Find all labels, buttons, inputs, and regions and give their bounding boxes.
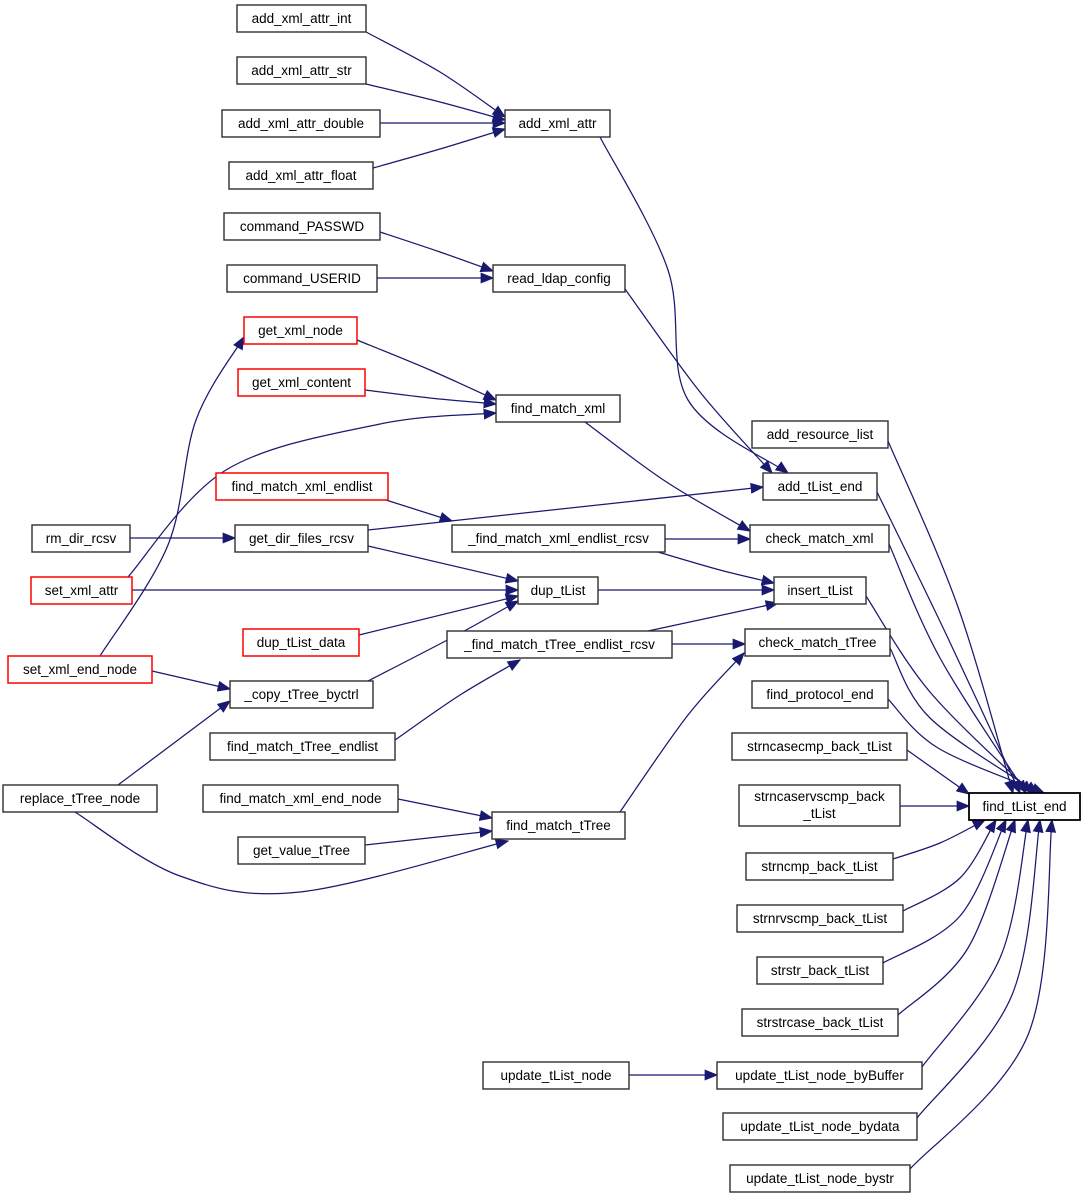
edge-strncasecmp_back_tList-to-find_tList_end (907, 750, 969, 794)
edge-find_match_xml_end_node-to-find_match_tTree (398, 799, 492, 818)
node-check_match_xml[interactable] (750, 525, 889, 552)
node-strncmp_back_tList[interactable] (746, 853, 893, 880)
node-label-strncasecmp_back_tList[interactable]: strncasecmp_back_tList (747, 739, 892, 754)
node-label-rm_dir_rcsv[interactable]: rm_dir_rcsv (45, 531, 117, 546)
node-set_xml_attr[interactable] (31, 577, 132, 604)
node-find_match_tTree[interactable] (492, 812, 625, 839)
node-label-strncaservscmp_back_tList[interactable]: strncaservscmp_back _tList (754, 789, 885, 821)
node-label-find_match_xml_endlist[interactable]: find_match_xml_endlist (231, 479, 373, 494)
edge-strnrvscmp_back_tList-to-find_tList_end (903, 820, 996, 911)
node-label-_find_match_tTree_endlist_rcsv[interactable]: _find_match_tTree_endlist_rcsv (464, 637, 655, 652)
node-label-set_xml_end_node[interactable]: set_xml_end_node (22, 662, 138, 677)
node-command_PASSWD[interactable] (224, 213, 380, 240)
edge-find_match_tTree_endlist-to-_find_match_tTree_endlist_rcsv (395, 660, 520, 740)
edge-command_PASSWD-to-read_ldap_config (380, 232, 493, 271)
node-label-get_dir_files_rcsv[interactable]: get_dir_files_rcsv (248, 531, 355, 546)
node-add_xml_attr_float[interactable] (229, 162, 373, 189)
node-label-read_ldap_config[interactable]: read_ldap_config (507, 271, 611, 286)
node-label-get_xml_content[interactable]: get_xml_content (251, 375, 352, 390)
node-update_tList_node_byBuffer[interactable] (717, 1062, 922, 1089)
node-label-strncmp_back_tList[interactable]: strncmp_back_tList (761, 859, 878, 874)
edge-dup_tList_data-to-dup_tList (359, 596, 518, 635)
node-set_xml_end_node[interactable] (8, 656, 152, 683)
node-label-set_xml_attr[interactable]: set_xml_attr (44, 583, 119, 598)
node-label-add_xml_attr_str[interactable]: add_xml_attr_str (251, 63, 352, 78)
node-label-strnrvscmp_back_tList[interactable]: strnrvscmp_back_tList (752, 911, 888, 926)
node-label-update_tList_node[interactable]: update_tList_node (500, 1068, 612, 1083)
node-add_xml_attr_int[interactable] (237, 5, 366, 32)
node-label-insert_tList[interactable]: insert_tList (787, 583, 853, 598)
node-label-_copy_tTree_byctrl[interactable]: _copy_tTree_byctrl (244, 687, 359, 702)
node-label-add_tList_end[interactable]: add_tList_end (777, 479, 863, 494)
node-command_USERID[interactable] (227, 265, 377, 292)
node-_find_match_xml_endlist_rcsv[interactable] (452, 525, 665, 552)
node-update_tList_node[interactable] (483, 1062, 629, 1089)
node-_find_match_tTree_endlist_rcsv[interactable] (447, 631, 672, 658)
edge-update_tList_node_bystr-to-find_tList_end (910, 820, 1052, 1169)
node-label-find_tList_end[interactable]: find_tList_end (982, 799, 1067, 814)
node-read_ldap_config[interactable] (493, 265, 625, 292)
edge-strncmp_back_tList-to-find_tList_end (893, 820, 985, 859)
node-get_xml_node[interactable] (244, 317, 357, 344)
edge-find_match_xml-to-check_match_xml (585, 422, 750, 531)
node-label-_find_match_xml_endlist_rcsv[interactable]: _find_match_xml_endlist_rcsv (468, 531, 649, 546)
node-dup_tList_data[interactable] (243, 629, 359, 656)
node-label-add_resource_list[interactable]: add_resource_list (766, 427, 874, 442)
node-find_protocol_end[interactable] (752, 681, 888, 708)
edge-get_xml_node-to-find_match_xml (357, 340, 496, 400)
node-label-dup_tList[interactable]: dup_tList (530, 583, 586, 598)
node-add_xml_attr[interactable] (505, 110, 610, 137)
node-label-add_xml_attr_double[interactable]: add_xml_attr_double (237, 116, 365, 131)
edge-find_match_tTree-to-check_match_tTree (620, 653, 744, 812)
node-strncaservscmp_back_tList[interactable] (739, 785, 900, 826)
node-label-command_PASSWD[interactable]: command_PASSWD (239, 219, 365, 234)
node-find_match_xml_end_node[interactable] (203, 785, 398, 812)
node-add_tList_end[interactable] (763, 473, 877, 500)
edge-get_dir_files_rcsv-to-add_tList_end (368, 487, 763, 530)
node-label-dup_tList_data[interactable]: dup_tList_data (256, 635, 346, 650)
node-label-add_xml_attr[interactable]: add_xml_attr (518, 116, 597, 131)
node-label-replace_tTree_node[interactable]: replace_tTree_node (19, 791, 141, 806)
node-dup_tList[interactable] (518, 577, 598, 604)
node-label-check_match_tTree[interactable]: check_match_tTree (758, 635, 877, 650)
node-label-command_USERID[interactable]: command_USERID (243, 271, 361, 286)
node-label-add_xml_attr_int[interactable]: add_xml_attr_int (251, 11, 352, 26)
node-label-find_match_xml[interactable]: find_match_xml (510, 401, 606, 416)
node-find_match_xml[interactable] (496, 395, 620, 422)
node-label-add_xml_attr_float[interactable]: add_xml_attr_float (245, 168, 357, 183)
node-find_tList_end[interactable] (969, 793, 1080, 820)
node-label-find_match_tTree[interactable]: find_match_tTree (506, 818, 611, 833)
edge-find_match_xml_endlist-to-_find_match_xml_endlist_rcsv (386, 500, 452, 521)
edge-check_match_tTree-to-find_tList_end (890, 648, 1038, 793)
edge-add_xml_attr_int-to-add_xml_attr (366, 32, 505, 117)
edge-_find_match_tTree_endlist_rcsv-to-insert_tList (648, 603, 778, 631)
node-label-get_xml_node[interactable]: get_xml_node (258, 323, 343, 338)
edge-add_xml_attr_float-to-add_xml_attr (373, 129, 505, 168)
node-_copy_tTree_byctrl[interactable] (230, 681, 373, 708)
node-label-update_tList_node_bydata[interactable]: update_tList_node_bydata (740, 1119, 900, 1134)
node-get_dir_files_rcsv[interactable] (235, 525, 368, 552)
edge-strstrcase_back_tList-to-find_tList_end (898, 820, 1015, 1015)
edge-_find_match_xml_endlist_rcsv-to-insert_tList (658, 552, 774, 583)
node-strstrcase_back_tList[interactable] (742, 1009, 898, 1036)
node-get_value_tTree[interactable] (238, 837, 365, 864)
edge-check_match_xml-to-find_tList_end (889, 544, 1026, 793)
node-label-update_tList_node_byBuffer[interactable]: update_tList_node_byBuffer (735, 1068, 904, 1083)
edge-get_value_tTree-to-find_match_tTree (365, 831, 492, 845)
node-check_match_tTree[interactable] (745, 629, 890, 656)
edge-read_ldap_config-to-add_tList_end (625, 289, 772, 473)
node-get_xml_content[interactable] (238, 369, 365, 396)
node-add_xml_attr_double[interactable] (222, 110, 380, 137)
node-update_tList_node_bystr[interactable] (730, 1165, 910, 1192)
node-rm_dir_rcsv[interactable] (32, 525, 130, 552)
edge-set_xml_end_node-to-_copy_tTree_byctrl (152, 671, 230, 689)
node-update_tList_node_bydata[interactable] (723, 1113, 917, 1140)
node-label-update_tList_node_bystr[interactable]: update_tList_node_bystr (746, 1171, 894, 1186)
node-label-find_match_xml_end_node[interactable]: find_match_xml_end_node (219, 791, 382, 806)
node-label-find_match_tTree_endlist[interactable]: find_match_tTree_endlist (226, 739, 379, 754)
node-replace_tTree_node[interactable] (3, 785, 157, 812)
node-find_match_tTree_endlist[interactable] (210, 733, 395, 760)
node-label-strstr_back_tList[interactable]: strstr_back_tList (770, 963, 870, 978)
edge-get_xml_content-to-find_match_xml (365, 390, 496, 404)
node-label-check_match_xml[interactable]: check_match_xml (765, 531, 874, 546)
node-strstr_back_tList[interactable] (757, 957, 883, 984)
node-insert_tList[interactable] (774, 577, 866, 604)
node-add_xml_attr_str[interactable] (237, 57, 366, 84)
node-find_match_xml_endlist[interactable] (216, 473, 388, 500)
node-add_resource_list[interactable] (752, 421, 888, 448)
node-label-strstrcase_back_tList[interactable]: strstrcase_back_tList (756, 1015, 884, 1030)
node-strncasecmp_back_tList[interactable] (732, 733, 907, 760)
node-label-find_protocol_end[interactable]: find_protocol_end (766, 687, 874, 702)
node-strnrvscmp_back_tList[interactable] (737, 905, 903, 932)
node-label-get_value_tTree[interactable]: get_value_tTree (252, 843, 351, 858)
